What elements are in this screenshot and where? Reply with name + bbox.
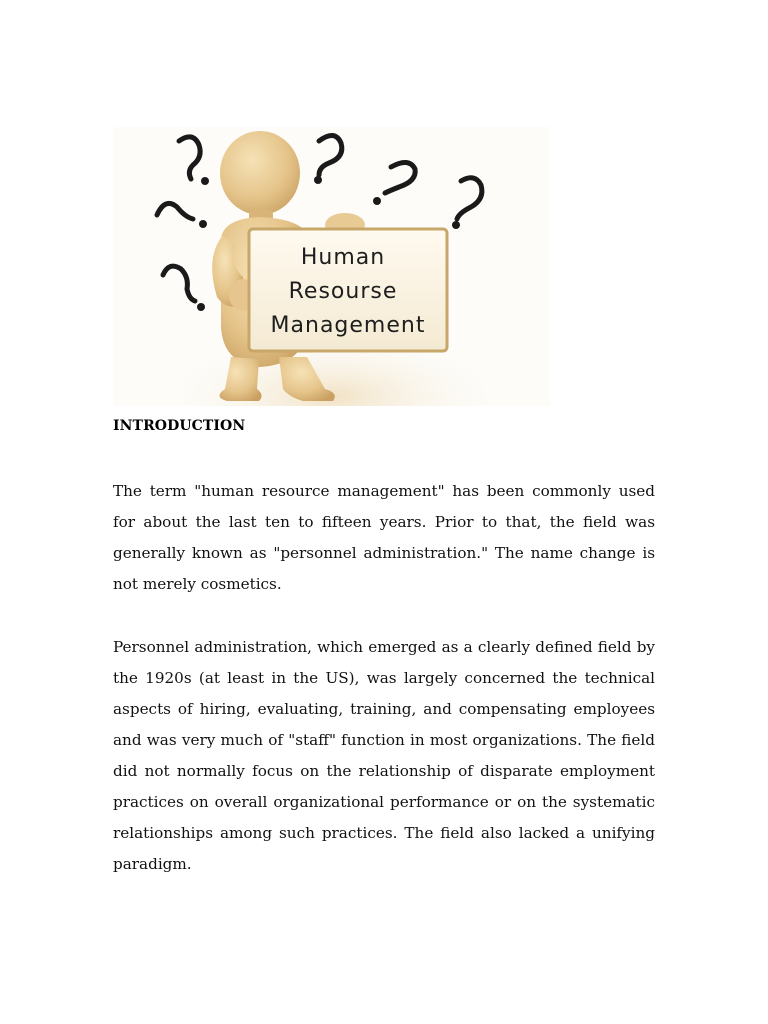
sign-text-line2: Resourse [288, 279, 398, 304]
sign-text-line3: Management [270, 313, 426, 338]
sign-text-line1: Human [300, 245, 386, 270]
paragraph: The term "human resource management" has been commonly used for about the last ten to fifteen years. Prior to that, the field was generally known as "personnel administration." The name change is not merely cosmetics. [113, 482, 655, 593]
section-heading: INTRODUCTION [113, 418, 246, 434]
hr-illustration [113, 127, 550, 406]
figure-head [220, 131, 300, 215]
sign-board [249, 229, 447, 351]
paragraph: Personnel administration, which emerged as a clearly defined field by the 1920s (at least in the US), was largely concerned the technical aspects of hiring, evaluating, training, and compensating employees and was very much of "staff" function in most organizations. The field did not normally focus on the relationship of disparate employment practices on overall organizational performance or on the systematic relationships among such practices. The field also lacked a unifying paradigm. [113, 638, 655, 873]
